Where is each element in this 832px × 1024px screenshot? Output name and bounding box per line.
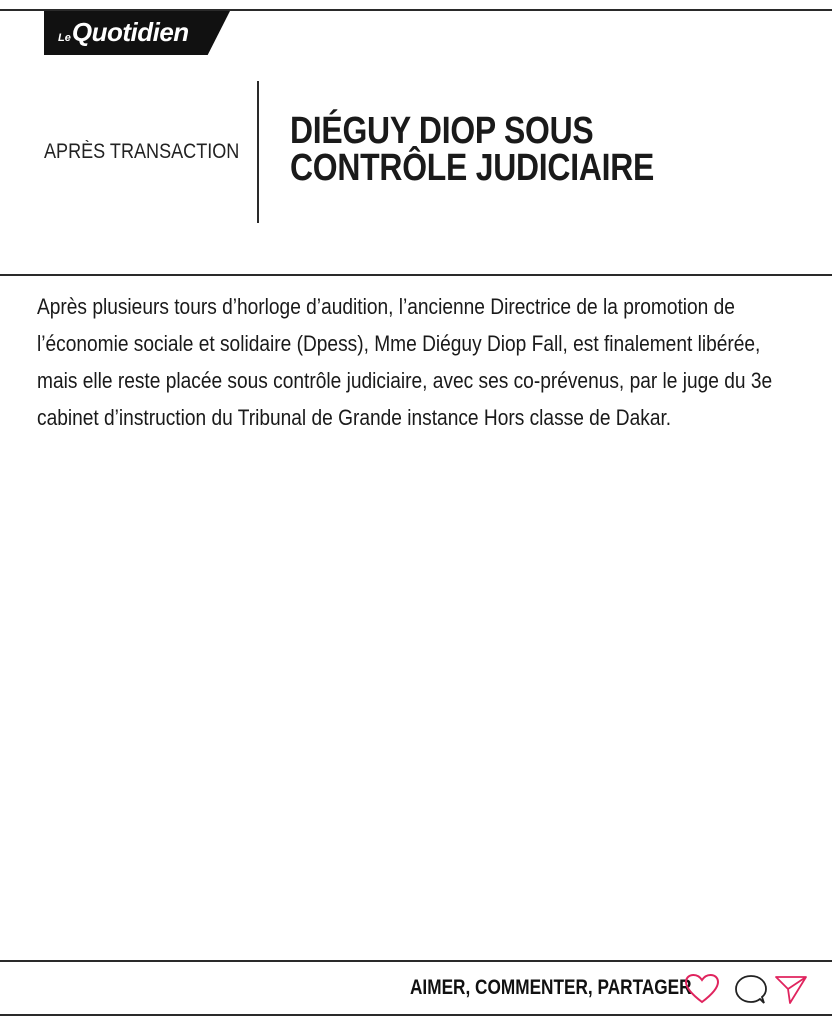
logo-prefix: Le xyxy=(58,32,71,44)
footer-top-rule xyxy=(0,960,832,962)
header-divider xyxy=(257,81,259,223)
social-cta-label: AIMER, COMMENTER, PARTAGER xyxy=(410,976,692,999)
footer-bottom-rule xyxy=(0,1014,832,1016)
logo-name: Quotidien xyxy=(71,17,189,47)
heart-icon[interactable] xyxy=(684,973,720,1005)
top-rule xyxy=(0,9,832,11)
article-kicker: APRÈS TRANSACTION xyxy=(44,140,240,163)
header-bottom-rule xyxy=(0,274,832,276)
comment-icon[interactable] xyxy=(733,973,769,1005)
article-body: Après plusieurs tours d’horloge d’audition, l’ancienne Directrice de la promotion de l’économie sociale et solidaire (Dpess), Mme Diéguy Diop Fall, est finalement libérée, mais elle reste placée sous contrôle judiciaire, avec ses co-prévenus, par le juge du 3e cabinet d’instruction du Tribunal de Grande instance Hors classe de Dakar. xyxy=(37,294,773,430)
share-icon[interactable] xyxy=(773,973,809,1005)
article-headline: DIÉGUY DIOP SOUS CONTRÔLE JUDICIAIRE xyxy=(290,110,655,189)
logo xyxy=(58,14,189,50)
